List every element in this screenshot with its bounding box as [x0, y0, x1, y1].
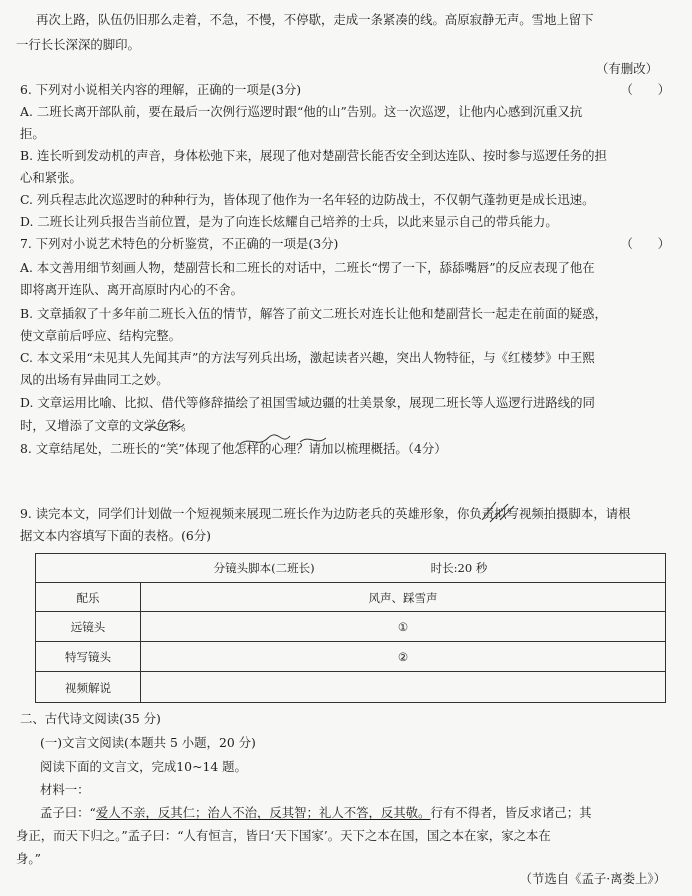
answer-paren: （ ）	[620, 236, 670, 251]
instruction: 阅读下面的文言文，完成10~14 题。	[40, 759, 247, 774]
source-note: （有删改）	[596, 61, 658, 76]
classical-text-line	[40, 805, 592, 821]
table-row	[36, 611, 665, 642]
table-row-label: 配乐	[36, 583, 141, 612]
option-line: 时，又增添了文章的文学色彩。	[20, 418, 194, 433]
question-8-stem: 8. 文章结尾处，二班长的“笑”体现了他怎样的心理？请加以梳理概括。（4分）	[20, 441, 447, 456]
pen-scribble-icon	[140, 408, 360, 448]
option-line: C. 列兵程志此次巡逻时的种种行为，皆体现了他作为一名年轻的边防战士，不仅朝气蓬勃更是成长迅速。	[20, 192, 595, 207]
option-line: 使文章前后呼应、结构完整。	[20, 328, 182, 343]
table-row-label: 远镜头	[36, 612, 141, 642]
question-9-stem: 据文本内容填写下面的表格。(6分)	[20, 528, 212, 543]
option-line: 即将离开连队、离开高原时内心的不舍。	[20, 282, 244, 297]
option-line: B. 文章插叙了十多年前二班长入伍的情节，解答了前文二班长对连长让他和楚副营长一起走在前面的疑惑，	[20, 306, 607, 321]
table-row-label: 特写镜头	[36, 642, 141, 672]
section-heading: 二、古代诗文阅读(35 分)	[20, 711, 161, 726]
option-line: A. 本文善用细节刻画人物，楚副营长和二班长的对话中，二班长“愣了一下，舔舔嘴唇”的反应表现了他在	[20, 260, 595, 275]
table-row	[36, 582, 665, 612]
table-row-value: 风声、踩雪声	[368, 590, 438, 605]
option-line: A. 二班长离开部队前，要在最后一次例行巡逻时跟“他的山”告别。这一次巡逻，让他内心感到沉重又抗	[20, 104, 583, 119]
question-7-stem: 7. 下列对小说艺术特色的分析鉴赏，不正确的一项是(3分)	[20, 236, 339, 251]
option-line: 拒。	[20, 126, 45, 141]
storyboard-table	[35, 553, 666, 703]
question-6-stem: 6. 下列对小说相关内容的理解，正确的一项是(3分)	[20, 82, 302, 97]
question-9-stem: 9. 读完本文，同学们计划做一个短视频来展现二班长作为边防老兵的英雄形象，你负责拟写视频拍摄脚本，请根	[20, 506, 631, 521]
underlined-text: 爱人不亲，反其仁；治人不治，反其智；礼人不答，反其敬。	[95, 805, 431, 820]
table-row	[36, 671, 665, 703]
option-line: B. 连长听到发动机的声音，身体松弛下来，展现了他对楚副营长能否安全到达连队、按时参与巡逻任务的担	[20, 148, 607, 163]
passage-line: 再次上路，队伍仍旧那么走着，不急，不慢，不停歇，走成一条紧凑的线。高原寂静无声。雪地上留下	[36, 12, 594, 27]
classical-text-line: 身正，而天下归之。”孟子曰：“人有恒言，皆曰‘天下国家’。天下之本在国，国之本在家，家之本在	[16, 828, 551, 843]
table-row-value: ②	[397, 650, 409, 664]
table-row-label: 视频解说	[36, 672, 141, 703]
answer-paren: （ ）	[620, 82, 670, 97]
table-duration: 时长:20 秒	[430, 561, 488, 575]
table-title: 分镜头脚本(二班长)	[213, 561, 315, 575]
classical-text: 孟子曰：“	[40, 805, 96, 820]
table-header-row	[36, 554, 665, 582]
table-row-value	[141, 672, 665, 703]
option-line: 心和紧张。	[20, 170, 82, 185]
option-line: C. 本文采用“未见其人先闻其声”的方法写列兵出场，激起读者兴趣，突出人物特征，与《红楼梦》中王熙	[20, 350, 595, 365]
source-note: （节选自《孟子·离娄上》）	[519, 871, 666, 886]
option-line: D. 文章运用比喻、比拟、借代等修辞描绘了祖国雪域边疆的壮美景象，展现二班长等人巡逻行进路线的同	[20, 395, 595, 410]
classical-text: 行有不得者，皆反求诸己；其	[430, 805, 592, 820]
table-row	[36, 641, 665, 672]
pen-scribble-icon	[478, 498, 518, 524]
material-label: 材料一：	[40, 782, 90, 797]
option-line: D. 二班长让列兵报告当前位置，是为了向连长炫耀自己培养的士兵，以此来显示自己的带兵能力。	[20, 214, 558, 229]
table-row-value: ①	[397, 620, 409, 634]
option-line: 凤的出场有异曲同工之妙。	[20, 372, 169, 387]
passage-line: 一行长长深深的脚印。	[16, 37, 140, 52]
classical-text-line: 身。”	[16, 851, 41, 866]
subsection-heading: (一)文言文阅读(本题共 5 小题，20 分)	[40, 735, 256, 750]
